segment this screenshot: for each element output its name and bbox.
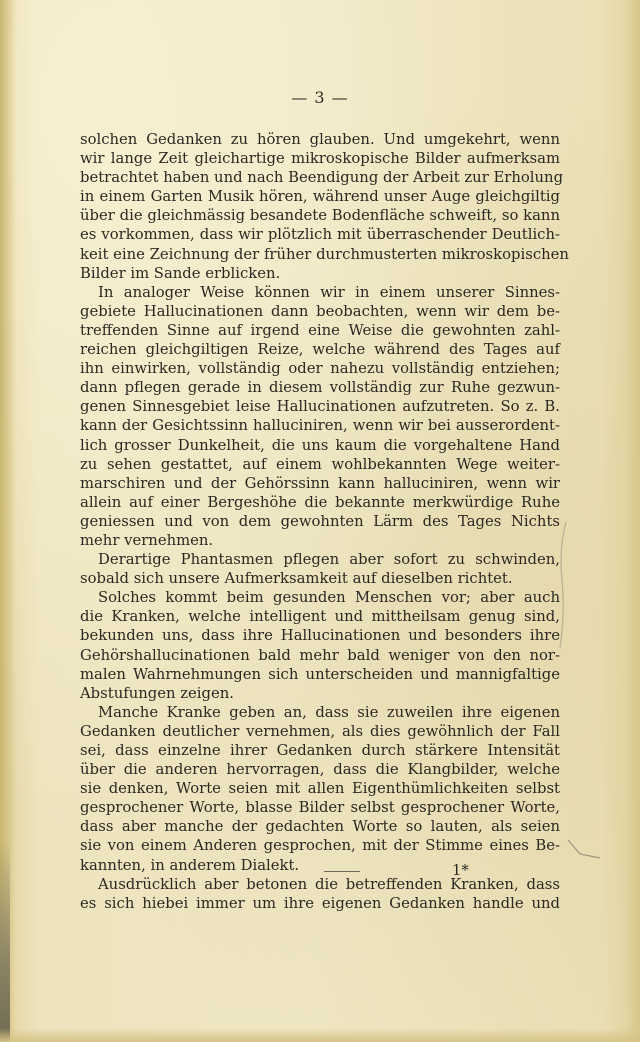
text-line: In analoger Weise können wir in einem unserer Sinnes- <box>98 283 560 301</box>
text-line: dann pflegen gerade in diesem vollständig zur Ruhe gezwun- <box>80 379 560 397</box>
text-line: Abstufungen zeigen. <box>80 684 234 702</box>
text-line: betrachtet haben und nach Beendigung der Arbeit zur Erholung <box>80 169 564 187</box>
text-line: solchen Gedanken zu hören glauben. Und umgekehrt, wenn <box>80 131 560 148</box>
text-line: gesprochener Worte, blasse Bilder selbst gesprochener Worte, <box>80 799 560 817</box>
text-line: bekunden uns, dass ihre Hallucinationen und besonders ihre <box>80 627 560 645</box>
text-line: marschiren und der Gehörssinn kann halluciniren, wenn wir <box>80 474 560 492</box>
text-line: Derartige Phantasmen pflegen aber sofort zu schwinden, <box>98 551 560 569</box>
page-edge-shadow-lower-left <box>0 840 10 1042</box>
text-line: über die anderen hervorragen, dass die Klangbilder, welche <box>80 761 560 779</box>
text-line: Solches kommt beim gesunden Menschen vor; aber auch <box>98 589 560 607</box>
text-line: über die gleichmässig besandete Bodenfläche schweift, so kann <box>80 207 560 225</box>
text-line: Bilder im Sande erblicken. <box>80 264 281 282</box>
printer-signature-mark <box>310 862 510 882</box>
text-line: Gedanken deutlicher vernehmen, als dies gewöhnlich der Fall <box>80 722 560 740</box>
text-line: genen Sinnesgebiet leise Hallucinationen aufzutreten. So z. B. <box>80 398 560 416</box>
pencil-bracket-mark-icon <box>552 520 582 650</box>
text-line: Ausdrücklich aber betonen die betreffenden Kranken, dass <box>98 875 560 893</box>
text-line: geniessen und von dem gewohnten Lärm des Tages Nichts <box>80 512 560 530</box>
body-text <box>80 130 569 913</box>
text-line: es sich hiebei immer um ihre eigenen Gedanken handle und <box>80 894 560 912</box>
text-line: sei, dass einzelne ihrer Gedanken durch stärkere Intensität <box>80 742 560 759</box>
signature-number: 1* <box>452 862 469 879</box>
text-line: sie von einem Anderen gesprochen, mit der Stimme eines Be- <box>80 837 560 855</box>
text-line: malen Wahrnehmungen sich unterscheiden und mannigfaltige <box>80 665 560 683</box>
text-line: in einem Garten Musik hören, während unser Auge gleichgiltig <box>80 188 560 206</box>
page-number: — 3 — <box>291 88 349 107</box>
text-line: sobald sich unsere Aufmerksamkeit auf dieselben richtet. <box>80 570 513 588</box>
text-line: mehr vernehmen. <box>80 531 214 549</box>
page-edge-shadow-bottom <box>0 1028 640 1042</box>
text-line: reichen gleichgiltigen Reize, welche während des Tages auf <box>80 341 560 359</box>
text-line: allein auf einer Bergeshöhe die bekannte merkwürdige Ruhe <box>80 493 560 511</box>
text-line: es vorkommen, dass wir plötzlich mit überraschender Deutlich- <box>80 226 560 244</box>
text-line: Manche Kranke geben an, dass sie zuweilen ihre eigenen <box>98 703 560 721</box>
text-line: kann der Gesichtssinn halluciniren, wenn wir bei ausserordent- <box>80 417 560 435</box>
text-line: keit eine Zeichnung der früher durchmusterten mikroskopischen <box>80 245 569 263</box>
text-line: ihn einwirken, vollständig oder nahezu vollständig entziehen; <box>80 360 560 378</box>
text-line: treffenden Sinne auf irgend eine Weise die gewohnten zahl- <box>80 321 560 339</box>
text-line: sie denken, Worte seien mit allen Eigenthümlichkeiten selbst <box>80 780 560 798</box>
text-line: die Kranken, welche intelligent und mittheilsam genug sind, <box>80 608 560 626</box>
text-line: wir lange Zeit gleichartige mikroskopische Bilder aufmerksam <box>80 150 560 168</box>
text-line: Gehörshallucinationen bald mehr bald weniger von den nor- <box>80 646 560 664</box>
text-line: kannten, in anderem Dialekt. <box>80 856 300 874</box>
page-edge-shadow-right <box>626 0 640 1042</box>
text-line: lich grosser Dunkelheit, die uns kaum die vorgehaltene Hand <box>80 436 560 454</box>
pencil-tick-mark-icon <box>566 838 606 864</box>
signature-dash <box>324 871 360 872</box>
text-line: dass aber manche der gedachten Worte so lauten, als seien <box>80 818 560 836</box>
text-line: gebiete Hallucinationen dann beobachten, wenn wir dem be- <box>80 302 560 320</box>
text-line: zu sehen gestattet, auf einem wohlbekannten Wege weiter- <box>80 455 560 473</box>
